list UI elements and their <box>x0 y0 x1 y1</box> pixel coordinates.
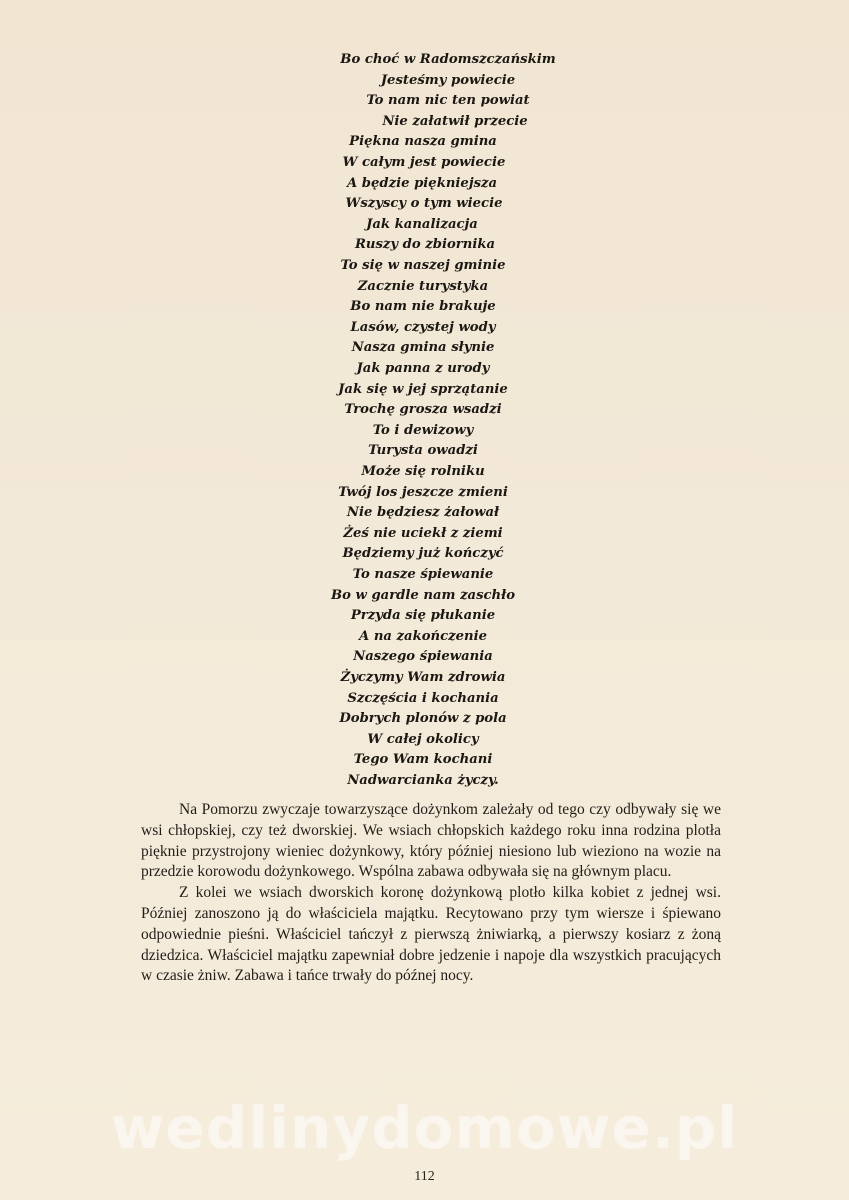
poem-line: Żeś nie uciekł z ziemi <box>343 525 503 541</box>
page-number: 112 <box>414 1169 435 1184</box>
poem-line: W całej okolicy <box>367 731 479 747</box>
poem-line: Jak się w jej sprzątanie <box>338 381 508 397</box>
paragraph: Z kolei we wsiach dworskich koronę dożynkową plotło kilka kobiet z jednej wsi. Później zanoszono ją do właściciela majątku. Recytowano przy tym wiersze i śpiewano odpowiednie pieśni. Właściciel tańczył z pierwszą żniwiarką, a pierwszy kosiarz z żoną dziedzica. Właściciel majątku zapewniał dobre jedzenie i napoje dla wszystkich pracujących w czasie żniw. Zabawa i tańce trwały do późnej nocy. <box>141 884 721 985</box>
poem-line: A na zakończenie <box>359 628 487 644</box>
poem-line: Lasów, czystej wody <box>350 319 496 335</box>
watermark: wedlinydomowe.pl <box>110 1094 739 1162</box>
paragraph: Na Pomorzu zwyczaje towarzyszące dożynkom zależały od tego czy odbywały się we wsi chłopskiej, czy też dworskiej. We wsiach chłopskich każdego roku inna rodzina plotła pięknie przystrojony wieniec dożynkowy, który później niesiono lub wieziono na wozie na przedzie korowodu dożynkowego. Wspólna zabawa odbywała się na głównym placu. <box>141 801 721 881</box>
poem-line: Turysta owadzi <box>368 443 478 459</box>
poem-line: W całym jest powiecie <box>342 155 506 170</box>
poem-line: Ruszy do zbiornika <box>354 237 496 253</box>
poem-line: Tego Wam kochani <box>353 752 493 768</box>
poem-line: Jak panna z urody <box>356 361 490 376</box>
poem-line: Twój los jeszcze zmieni <box>338 484 508 500</box>
poem-line: Bo w gardle nam zaschło <box>330 587 516 603</box>
poem-line: Nie będziesz żałował <box>346 505 500 521</box>
poem-line: Trochę grosza wsadzi <box>344 402 502 418</box>
poem-line: Nasza gmina słynie <box>351 340 495 356</box>
poem-line: Będziemy już kończyć <box>342 546 504 562</box>
poem-line: Bo nam nie brakuje <box>350 299 496 315</box>
poem-line: Może się rolniku <box>361 464 485 479</box>
poem-line: Jesteśmy powiecie <box>380 72 516 88</box>
poem-line: Naszego śpiewania <box>353 649 493 665</box>
poem-line: To nasze śpiewanie <box>352 567 494 582</box>
poem-line: To i dewizowy <box>372 422 474 438</box>
poem-line: Szczęścia i kochania <box>347 690 499 706</box>
poem-line: Bo choć w Radomszczańskim <box>340 52 556 67</box>
poem-line: Życzymy Wam zdrowia <box>340 670 506 685</box>
poem-line: Dobrych plonów z pola <box>339 711 507 727</box>
poem-line: Przyda się płukanie <box>350 608 496 624</box>
prose-text <box>141 800 721 987</box>
poem-line: Piękna nasza gmina <box>349 134 497 150</box>
poem-line: Nie załatwił przecie <box>382 113 528 129</box>
poem-line: Jak kanalizacja <box>366 216 478 232</box>
poem-line: Wszyscy o tym wiecie <box>345 196 503 212</box>
poem-line: Nadwarcianka życzy. <box>347 773 499 788</box>
poem-line: Zacznie turystyka <box>357 278 489 294</box>
poem-line: To nam nic ten powiat <box>366 93 530 109</box>
poem-line: To się w naszej gminie <box>340 258 506 273</box>
poem-line: A będzie piękniejsza <box>346 175 498 191</box>
